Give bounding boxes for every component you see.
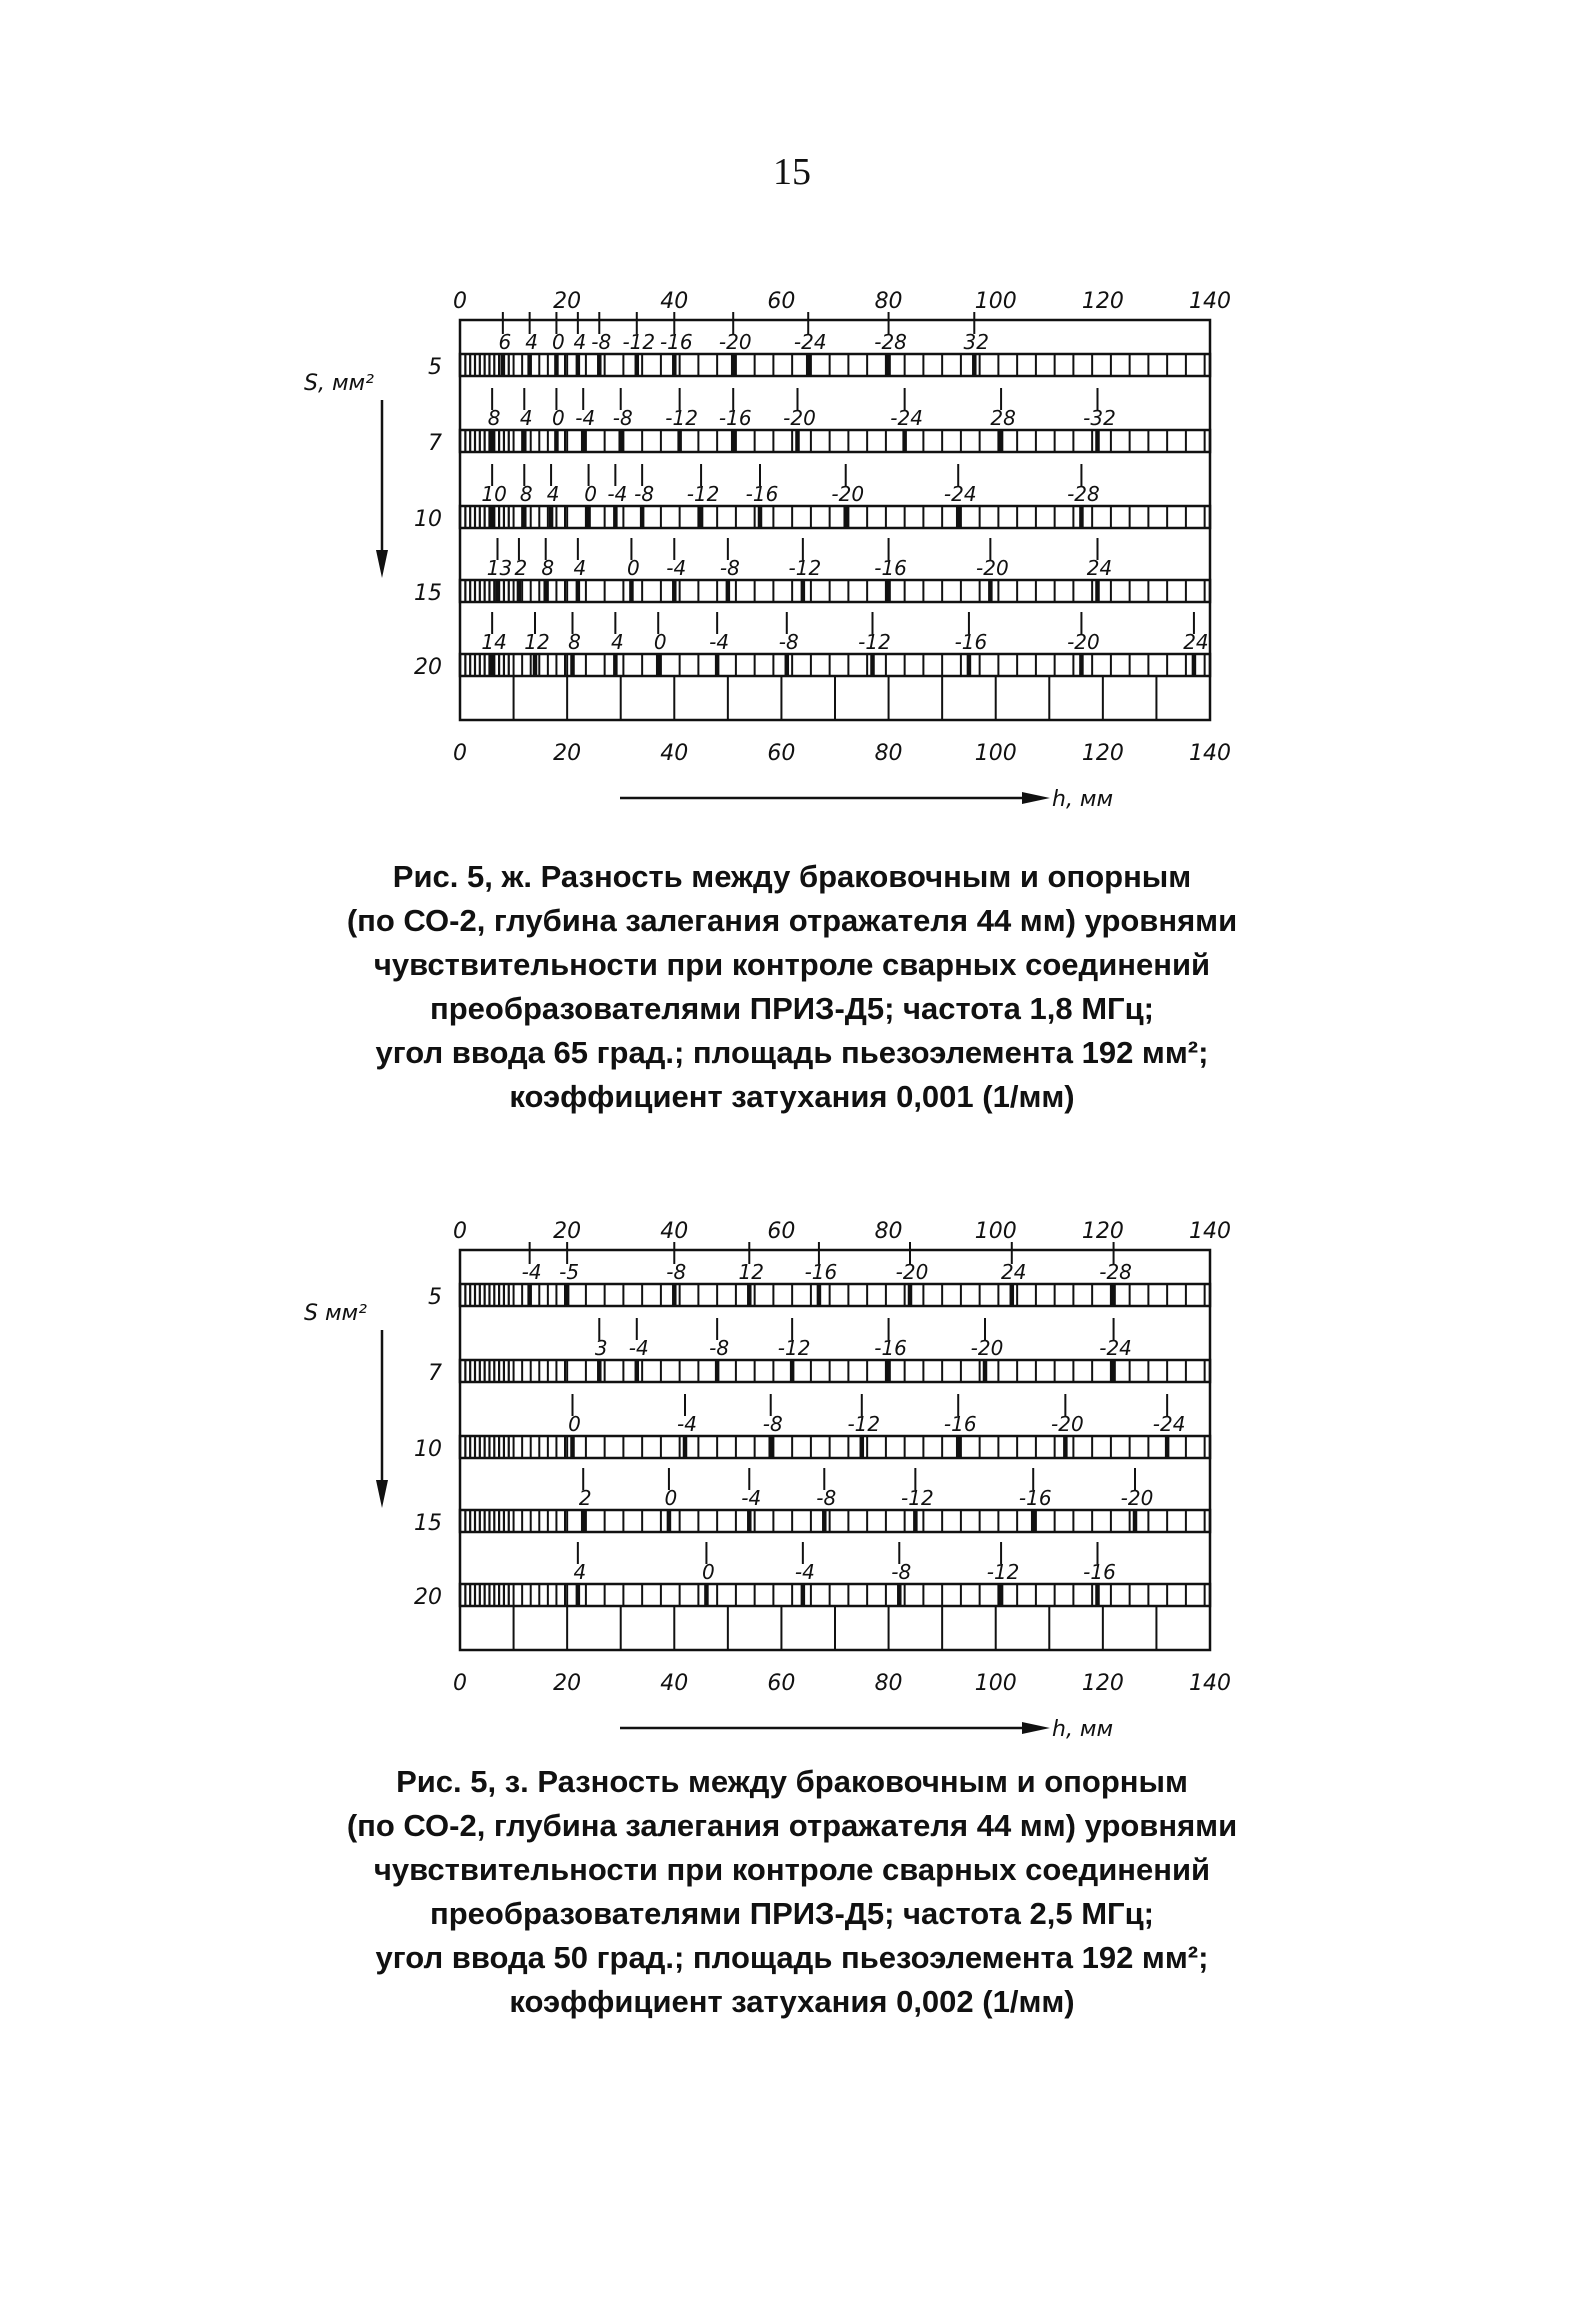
scale-value-label: -12: [665, 406, 698, 430]
x-tick-top-label: 80: [874, 1219, 903, 1244]
scale-value-label: 12: [738, 1260, 765, 1284]
caption-line: преобразователями ПРИЗ-Д5; частота 1,8 МГц;: [430, 991, 1154, 1026]
s-value-label: 20: [414, 655, 442, 680]
x-tick-bottom-label: 60: [767, 1671, 796, 1696]
scale-band: [460, 1284, 1210, 1306]
scale-value-label: 8: [541, 556, 555, 580]
x-axis-label: h, мм: [1052, 1717, 1114, 1742]
caption-line: угол ввода 50 град.; площадь пьезоэлемента 192 мм²;: [375, 1940, 1209, 1975]
scale-value-label: -12: [788, 556, 822, 580]
x-tick-bottom-label: 0: [453, 741, 467, 766]
caption-line: преобразователями ПРИЗ-Д5; частота 2,5 МГц;: [430, 1896, 1154, 1931]
scale-value-label: 4: [573, 330, 587, 354]
s-value-label: 10: [414, 507, 442, 532]
scale-value-label: -20: [783, 406, 816, 430]
scale-value-label: -4: [741, 1486, 762, 1510]
caption-line: коэффициент затухания 0,001 (1/мм): [509, 1079, 1075, 1114]
x-tick-top-label: 40: [660, 289, 689, 314]
scale-value-label: 8: [487, 406, 501, 430]
scale-value-label: -4: [666, 556, 687, 580]
scale-value-label: 4: [573, 1560, 587, 1584]
scale-value-label: 14: [481, 630, 507, 654]
x-tick-bottom-label: 40: [660, 741, 689, 766]
scale-value-label: 4: [610, 630, 624, 654]
scale-value-label: -4: [628, 1336, 649, 1360]
scale-value-label: -16: [718, 406, 752, 430]
scale-value-label: 0: [584, 482, 597, 506]
scale-value-label: -20: [976, 556, 1009, 580]
scale-value-label: -24: [890, 406, 923, 430]
scale-value-label: -16: [804, 1260, 838, 1284]
scale-value-label: -8: [612, 406, 633, 430]
scale-value-label: -28: [1067, 482, 1100, 506]
scale-band: [460, 506, 1210, 528]
x-tick-top-label: 120: [1081, 1219, 1124, 1244]
scale-value-label: -20: [718, 330, 752, 354]
scale-value-label: -12: [686, 482, 720, 506]
x-tick-bottom-label: 80: [874, 1671, 903, 1696]
scale-value-label: 0: [653, 630, 667, 654]
figure-caption-zh: [200, 855, 1384, 1119]
x-tick-top-label: 60: [767, 289, 796, 314]
scale-value-label: -8: [816, 1486, 837, 1510]
scale-value-label: 28: [990, 406, 1016, 430]
scale-value-label: -12: [847, 1412, 881, 1436]
x-tick-top-label: 20: [553, 1219, 582, 1244]
x-tick-bottom-label: 120: [1081, 1671, 1124, 1696]
scale-value-label: -8: [591, 330, 612, 354]
scale-value-label: -16: [954, 630, 988, 654]
x-tick-top-label: 20: [553, 289, 582, 314]
caption-line: (по СО-2, глубина залегания отражателя 44 мм) уровнями: [346, 1808, 1238, 1843]
scale-value-label: -4: [677, 1412, 697, 1436]
x-tick-top-label: 80: [874, 289, 903, 314]
scale-value-label: -4: [794, 1560, 815, 1584]
scale-value-label: -24: [1152, 1412, 1186, 1436]
scale-value-label: 0: [664, 1486, 678, 1510]
scale-value-label: -16: [659, 330, 693, 354]
s-value-label: 15: [414, 1511, 442, 1536]
s-value-label: 7: [428, 431, 442, 456]
scale-value-label: -12: [858, 630, 891, 654]
x-tick-bottom-label: 60: [767, 741, 796, 766]
x-tick-top-label: 140: [1189, 1219, 1231, 1244]
scale-value-label: 0: [552, 406, 565, 430]
scale-value-label: 4: [519, 406, 533, 430]
caption-line: (по СО-2, глубина залегания отражателя 44 мм) уровнями: [346, 903, 1238, 938]
x-tick-top-label: 140: [1189, 289, 1231, 314]
scale-value-label: -4: [709, 630, 730, 654]
x-tick-bottom-label: 0: [453, 1671, 467, 1696]
scale-value-label: -8: [719, 556, 740, 580]
scale-value-label: 24: [1086, 556, 1113, 580]
nomogram-figure-z: [300, 1200, 1260, 1760]
scale-value-label: -4: [575, 406, 596, 430]
scale-value-label: 8: [519, 482, 533, 506]
scale-band: [460, 354, 1210, 376]
y-axis-label: S, мм²: [304, 371, 374, 396]
scale-band: [460, 1360, 1210, 1382]
x-tick-top-label: 0: [453, 289, 467, 314]
s-value-label: 15: [414, 581, 442, 606]
scale-value-label: -16: [1018, 1486, 1052, 1510]
x-tick-top-label: 120: [1081, 289, 1124, 314]
x-tick-top-label: 40: [660, 1219, 689, 1244]
scale-value-label: -4: [521, 1260, 542, 1284]
s-value-label: 5: [428, 1285, 442, 1310]
scale-value-label: -12: [901, 1486, 934, 1510]
scale-value-label: 0: [627, 556, 640, 580]
x-tick-bottom-label: 120: [1081, 741, 1124, 766]
y-axis-label: S мм²: [304, 1301, 367, 1326]
scale-value-label: 2: [578, 1486, 592, 1510]
s-value-label: 7: [428, 1361, 442, 1386]
x-tick-top-label: 0: [453, 1219, 467, 1244]
scale-value-label: -16: [745, 482, 779, 506]
scale-value-label: 0: [702, 1560, 715, 1584]
caption-line: угол ввода 65 град.; площадь пьезоэлемента 192 мм²;: [375, 1035, 1209, 1070]
scale-value-label: -8: [762, 1412, 783, 1436]
scale-value-label: 8: [568, 630, 581, 654]
scale-value-label: -20: [1120, 1486, 1154, 1510]
x-tick-bottom-label: 140: [1189, 1671, 1231, 1696]
scale-value-label: 0: [552, 330, 565, 354]
scale-value-label: 10: [481, 482, 507, 506]
caption-line: Рис. 5, ж. Разность между браковочным и опорным: [392, 859, 1192, 894]
x-tick-top-label: 60: [767, 1219, 796, 1244]
scale-value-label: -12: [777, 1336, 811, 1360]
caption-line: коэффициент затухания 0,002 (1/мм): [509, 1984, 1075, 2019]
scale-value-label: -8: [778, 630, 799, 654]
scale-value-label: -16: [943, 1412, 977, 1436]
x-tick-bottom-label: 20: [553, 741, 582, 766]
scale-value-label: -28: [1099, 1260, 1132, 1284]
x-tick-top-label: 100: [974, 289, 1017, 314]
scale-value-label: -24: [1099, 1336, 1132, 1360]
scale-value-label: -4: [607, 482, 628, 506]
caption-line: чувствительности при контроле сварных соединений: [373, 947, 1211, 982]
x-tick-bottom-label: 80: [874, 741, 903, 766]
scale-band: [460, 1510, 1210, 1532]
s-value-label: 10: [414, 1437, 442, 1462]
scale-value-label: -8: [891, 1560, 912, 1584]
figure-caption-z: [200, 1760, 1384, 2024]
x-tick-top-label: 100: [974, 1219, 1017, 1244]
scale-value-label: -12: [622, 330, 656, 354]
scale-value-label: 24: [1183, 630, 1209, 654]
scale-value-label: -24: [943, 482, 977, 506]
scale-value-label: 0: [568, 1412, 581, 1436]
scale-value-label: -28: [874, 330, 907, 354]
caption-line: Рис. 5, з. Разность между браковочным и опорным: [396, 1764, 1188, 1799]
s-value-label: 20: [414, 1585, 442, 1610]
scale-value-label: -5: [559, 1260, 580, 1284]
scale-value-label: -12: [986, 1560, 1020, 1584]
s-value-label: 5: [428, 355, 442, 380]
y-axis-arrowhead: [376, 1480, 388, 1508]
x-axis-arrowhead: [1022, 1722, 1050, 1734]
scale-value-label: 3: [594, 1336, 608, 1360]
scale-value-label: -16: [1083, 1560, 1116, 1584]
x-tick-bottom-label: 100: [974, 741, 1017, 766]
scale-value-label: -20: [831, 482, 865, 506]
scale-value-label: 4: [525, 330, 539, 354]
x-tick-bottom-label: 40: [660, 1671, 689, 1696]
nomogram-figure-zh: [300, 270, 1260, 810]
scale-value-label: 13: [486, 556, 513, 580]
scale-value-label: -32: [1083, 406, 1116, 430]
x-tick-bottom-label: 140: [1189, 741, 1231, 766]
scale-value-label: 2: [514, 556, 528, 580]
scale-value-label: -20: [1051, 1412, 1084, 1436]
scale-value-label: -8: [634, 482, 655, 506]
scale-value-label: -20: [970, 1336, 1004, 1360]
scale-value-label: -20: [1067, 630, 1100, 654]
scale-value-label: -8: [709, 1336, 730, 1360]
x-axis-label: h, мм: [1052, 787, 1114, 812]
scale-value-label: -24: [793, 330, 827, 354]
scale-value-label: -20: [895, 1260, 929, 1284]
x-tick-bottom-label: 20: [553, 1671, 582, 1696]
page-number: 15: [773, 151, 811, 193]
scale-value-label: 4: [573, 556, 587, 580]
scale-value-label: 32: [963, 330, 990, 354]
scale-value-label: 24: [1001, 1260, 1027, 1284]
scale-value-label: -16: [874, 1336, 907, 1360]
x-tick-bottom-label: 100: [974, 1671, 1017, 1696]
scale-value-label: 4: [546, 482, 560, 506]
scale-value-label: -16: [874, 556, 907, 580]
scale-value-label: 6: [498, 330, 512, 354]
caption-line: чувствительности при контроле сварных соединений: [373, 1852, 1211, 1887]
y-axis-arrowhead: [376, 550, 388, 578]
scale-value-label: -8: [666, 1260, 687, 1284]
x-axis-arrowhead: [1022, 792, 1050, 804]
scale-value-label: 12: [524, 630, 550, 654]
